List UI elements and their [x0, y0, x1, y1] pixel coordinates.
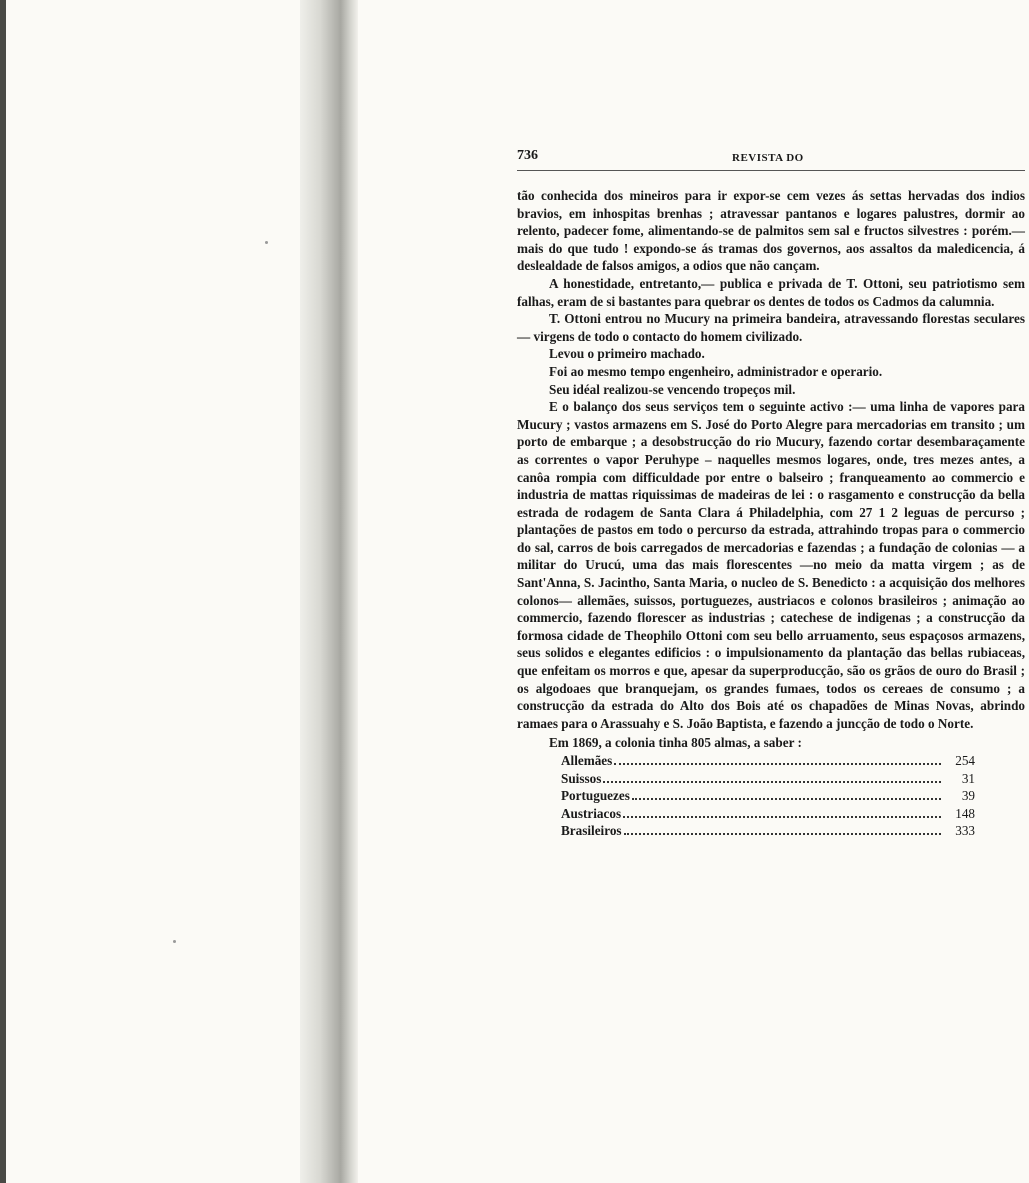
paragraph: T. Ottoni entrou no Mucury na primeira bandeira, atravessando florestas seculares — virgens de todo o contacto do homem civilizado.: [517, 311, 1025, 344]
census-row: [561, 805, 975, 823]
census-label: Portuguezes: [561, 788, 630, 804]
page-number: 736: [517, 148, 538, 163]
census-label: Suissos: [561, 770, 602, 786]
running-head: REVISTA DO: [732, 152, 804, 164]
paper-speck: [173, 940, 176, 943]
paragraph: Foi ao mesmo tempo engenheiro, administrador e operario.: [549, 363, 883, 379]
paragraph: E o balanço dos seus serviços tem o seguinte activo :— uma linha de vapores para Mucury ; vastos armazens em S. José do Porto Alegre para mercadorias em transito ; um porto de embarque ; a desobstrucção do rio Mucury, fazendo cortar desembaraçamente as correntes o vapor Peruhype – naquelles mesmos logares, onde, tres mezes antes, a canôa rompia com difficuldade por entre o balseiro ; franqueamento ao commercio e industria de mattas riquissimas de madeiras de lei : o rasgamento e construcção da bella estrada de rodagem de Santa Clara á Philadelphia, com 27 1 2 leguas de percurso ; plantações de pastos em todo o percurso da estrada, attrahindo tropas para o commercio do sal, carros de bois carregados de mercadorias e fazendas ; a fundação de colonias — a militar do Urucú, uma das mais florescentes —no meio da matta virgem ; as de Sant'Anna, S. Jacintho, Santa Maria, o nucleo de S. Benedicto : a acquisição dos melhores colonos— allemães, suissos, portuguezes, austriacos e colonos brasileiros ; animação ao commercio, fazendo florescer as industrias ; catechese de indigenas ; a construcção da formosa cidade de Theophilo Ottoni com seu bello arruamento, seus espaçosos armazens, seus solidos e elegantes edificios : o impulsionamento da plantação das bellas rubiaceas, que enfeitam os morros e que, apesar da superproducção, são os grãos de ouro do Brasil ; os algodoaes que branquejam, os grandes fumaes, todos os cereaes de consumo ; a construcção da estrada do Alto dos Bois até os chapadões de Minas Novas, abrindo ramaes para o Arassuahy e S. João Baptista, e fazendo a juncção de todo o Norte.: [517, 399, 1025, 731]
census-table: [561, 752, 975, 840]
dot-leader: [632, 798, 941, 800]
census-label: Allemães: [561, 753, 613, 768]
book-page: [517, 148, 1025, 840]
dot-leader: [614, 763, 941, 765]
paragraph: A honestidade, entretanto,— publica e privada de T. Ottoni, seu patriotismo sem falhas, eram de si bastantes para quebrar os dentes de todos os Cadmos da calumnia.: [517, 275, 1025, 309]
census-value: 148: [955, 805, 975, 821]
book-gutter: [300, 0, 358, 1183]
dot-leader: [623, 816, 941, 818]
paper-speck: [265, 241, 268, 244]
census-row: [561, 752, 975, 770]
census-value: 39: [961, 788, 975, 804]
paragraph: Seu idéal realizou-se vencendo tropeços mil.: [549, 381, 796, 397]
dot-leader: [603, 781, 941, 783]
book-edge-shadow: [0, 0, 6, 1183]
census-value: 254: [955, 753, 975, 768]
page-header: [517, 148, 1025, 171]
census-label: Austriacos: [561, 805, 622, 821]
census-row: [561, 787, 975, 805]
census-row: [561, 822, 975, 840]
paragraph: Levou o primeiro machado.: [549, 346, 705, 362]
paragraph: tão conhecida dos mineiros para ir expor-se cem vezes ás settas hervadas dos indios bravios, em inhospitas brenhas ; atravessar pantanos e logares palustres, dormir ao relento, padecer fome, alimentando-se de palmitos sem sal e fructos silvestres : porém.— mais do que tudo ! expondo-se ás tramas dos governos, aos assaltos da maledicencia, á deslealdade de falsos amigos, a odios que não cançam.: [517, 188, 1025, 274]
census-intro: Em 1869, a colonia tinha 805 almas, a saber :: [549, 735, 802, 751]
census-value: 31: [961, 770, 975, 786]
dot-leader: [624, 833, 941, 835]
census-value: 333: [955, 823, 975, 839]
body-text: [517, 187, 1025, 752]
census-row: [561, 770, 975, 788]
census-label: Brasileiros: [561, 823, 622, 839]
